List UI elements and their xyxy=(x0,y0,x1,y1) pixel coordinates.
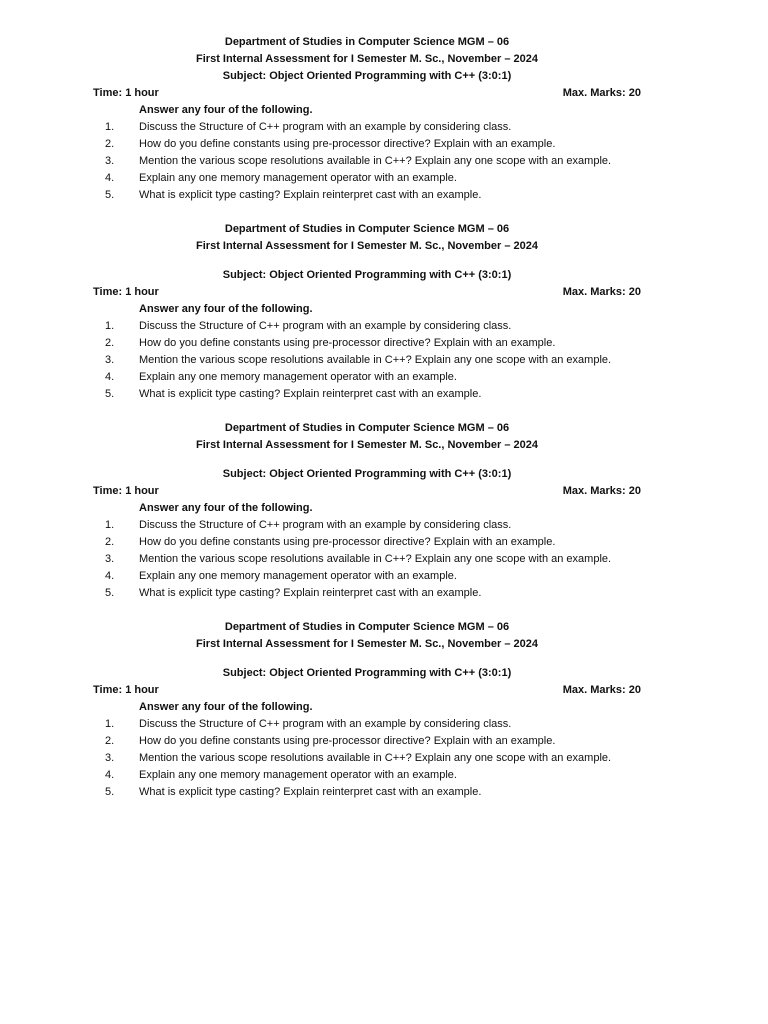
assessment-heading: First Internal Assessment for I Semester M. Sc., November – 2024 xyxy=(196,439,538,451)
question-item xyxy=(93,318,641,335)
question-item xyxy=(93,551,641,568)
question-text: Discuss the Structure of C++ program with an example by considering class. xyxy=(139,718,512,730)
time-label: Time: 1 hour xyxy=(93,485,159,497)
question-text: Mention the various scope resolutions available in C++? Explain any one scope with an example. xyxy=(139,752,612,764)
question-number: 2. xyxy=(105,735,115,747)
question-text: Explain any one memory management operator with an example. xyxy=(139,570,457,582)
question-number: 5. xyxy=(105,786,115,798)
assessment-heading: First Internal Assessment for I Semester M. Sc., November – 2024 xyxy=(196,240,538,252)
time-marks-row xyxy=(93,284,641,301)
question-number: 5. xyxy=(105,388,115,400)
subject-heading: Subject: Object Oriented Programming with C++ (3:0:1) xyxy=(222,70,512,82)
question-list xyxy=(93,517,641,602)
subject-heading: Subject: Object Oriented Programming with C++ (3:0:1) xyxy=(222,269,512,281)
question-item xyxy=(93,733,641,750)
time-label: Time: 1 hour xyxy=(93,87,159,99)
time-marks-row xyxy=(93,483,641,500)
question-number: 5. xyxy=(105,189,115,201)
question-text: Explain any one memory management operator with an example. xyxy=(139,172,457,184)
question-text: Discuss the Structure of C++ program with an example by considering class. xyxy=(139,121,512,133)
question-item xyxy=(93,386,641,403)
question-number: 4. xyxy=(105,570,115,582)
question-list xyxy=(93,318,641,403)
question-item xyxy=(93,750,641,767)
question-text: How do you define constants using pre-processor directive? Explain with an example. xyxy=(139,536,556,548)
question-text: Mention the various scope resolutions available in C++? Explain any one scope with an example. xyxy=(139,155,612,167)
question-item xyxy=(93,784,641,801)
question-number: 2. xyxy=(105,337,115,349)
question-text: Explain any one memory management operator with an example. xyxy=(139,769,457,781)
department-heading: Department of Studies in Computer Science MGM – 06 xyxy=(224,36,510,48)
question-text: Mention the various scope resolutions available in C++? Explain any one scope with an example. xyxy=(139,354,612,366)
time-label: Time: 1 hour xyxy=(93,684,159,696)
question-item xyxy=(93,369,641,386)
instruction-text: Answer any four of the following. xyxy=(139,502,313,514)
question-text: Discuss the Structure of C++ program with an example by considering class. xyxy=(139,320,512,332)
department-heading: Department of Studies in Computer Science MGM – 06 xyxy=(224,621,510,633)
max-marks-label: Max. Marks: 20 xyxy=(562,87,641,99)
question-number: 3. xyxy=(105,752,115,764)
time-marks-row xyxy=(93,682,641,699)
question-item xyxy=(93,153,641,170)
question-item xyxy=(93,335,641,352)
department-heading: Department of Studies in Computer Science MGM – 06 xyxy=(224,223,510,235)
instruction-text: Answer any four of the following. xyxy=(139,701,313,713)
question-text: Explain any one memory management operator with an example. xyxy=(139,371,457,383)
question-list xyxy=(93,119,641,204)
question-number: 3. xyxy=(105,155,115,167)
assessment-heading: First Internal Assessment for I Semester M. Sc., November – 2024 xyxy=(196,638,538,650)
question-number: 2. xyxy=(105,138,115,150)
max-marks-label: Max. Marks: 20 xyxy=(562,286,641,298)
question-text: What is explicit type casting? Explain reinterpret cast with an example. xyxy=(139,786,482,798)
instruction-text: Answer any four of the following. xyxy=(139,104,313,116)
question-number: 1. xyxy=(105,320,115,332)
max-marks-label: Max. Marks: 20 xyxy=(562,684,641,696)
question-number: 2. xyxy=(105,536,115,548)
question-paper-copy-1 xyxy=(93,34,641,204)
question-text: How do you define constants using pre-processor directive? Explain with an example. xyxy=(139,138,556,150)
question-number: 1. xyxy=(105,718,115,730)
department-heading: Department of Studies in Computer Science MGM – 06 xyxy=(224,422,510,434)
question-item xyxy=(93,119,641,136)
question-item xyxy=(93,187,641,204)
question-text: How do you define constants using pre-processor directive? Explain with an example. xyxy=(139,337,556,349)
question-item xyxy=(93,534,641,551)
subject-heading: Subject: Object Oriented Programming with C++ (3:0:1) xyxy=(222,667,512,679)
question-text: Mention the various scope resolutions available in C++? Explain any one scope with an example. xyxy=(139,553,612,565)
question-item xyxy=(93,767,641,784)
assessment-heading: First Internal Assessment for I Semester M. Sc., November – 2024 xyxy=(196,53,538,65)
instruction-text: Answer any four of the following. xyxy=(139,303,313,315)
question-number: 4. xyxy=(105,172,115,184)
question-text: What is explicit type casting? Explain reinterpret cast with an example. xyxy=(139,587,482,599)
question-item xyxy=(93,585,641,602)
question-item xyxy=(93,136,641,153)
question-text: What is explicit type casting? Explain reinterpret cast with an example. xyxy=(139,388,482,400)
question-item xyxy=(93,716,641,733)
question-text: Discuss the Structure of C++ program with an example by considering class. xyxy=(139,519,512,531)
time-marks-row xyxy=(93,85,641,102)
question-paper-copy-3 xyxy=(93,420,641,602)
question-number: 4. xyxy=(105,371,115,383)
question-text: How do you define constants using pre-processor directive? Explain with an example. xyxy=(139,735,556,747)
question-number: 5. xyxy=(105,587,115,599)
question-number: 1. xyxy=(105,121,115,133)
question-list xyxy=(93,716,641,801)
question-item xyxy=(93,568,641,585)
question-number: 3. xyxy=(105,553,115,565)
question-item xyxy=(93,517,641,534)
question-number: 1. xyxy=(105,519,115,531)
question-number: 3. xyxy=(105,354,115,366)
question-paper-copy-2 xyxy=(93,221,641,403)
question-number: 4. xyxy=(105,769,115,781)
question-text: What is explicit type casting? Explain reinterpret cast with an example. xyxy=(139,189,482,201)
question-paper-copy-4 xyxy=(93,619,641,801)
subject-heading: Subject: Object Oriented Programming with C++ (3:0:1) xyxy=(222,468,512,480)
max-marks-label: Max. Marks: 20 xyxy=(562,485,641,497)
question-item xyxy=(93,170,641,187)
time-label: Time: 1 hour xyxy=(93,286,159,298)
question-item xyxy=(93,352,641,369)
